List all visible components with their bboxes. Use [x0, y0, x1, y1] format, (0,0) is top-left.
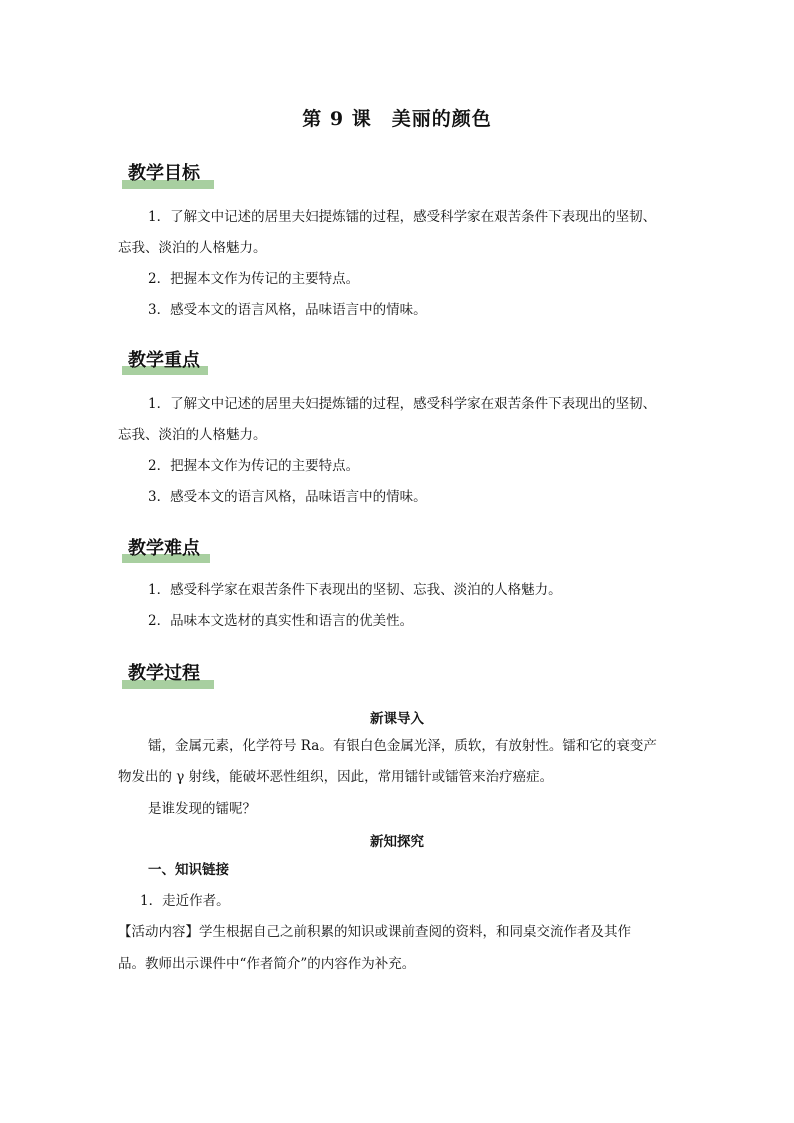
- difficulty-line-1: 1．感受科学家在艰苦条件下表现出的坚韧、忘我、淡泊的人格魅力。: [148, 582, 562, 598]
- objective-line-2: 2．把握本文作为传记的主要特点。: [148, 271, 360, 287]
- section-heading-difficulties: 教学难点: [128, 538, 200, 559]
- activity-label: 【活动内容】: [118, 924, 199, 940]
- intro-line-1: 镭，金属元素，化学符号 Ra。有银白色金属光泽，质软，有放射性。镭和它的衰变产: [148, 738, 657, 754]
- activity-text-1: 学生根据自己之前积累的知识或课前查阅的资料，和同桌交流作者及其作: [199, 924, 631, 940]
- difficulty-line-2: 2．品味本文选材的真实性和语言的优美性。: [148, 613, 414, 629]
- activity-line-1: [118, 923, 631, 941]
- section-heading-key-points: 教学重点: [128, 350, 200, 371]
- key-point-line-3: 3．感受本文的语言风格，品味语言中的情味。: [148, 489, 427, 505]
- objective-line-1: 1．了解文中记述的居里夫妇提炼镭的过程，感受科学家在艰苦条件下表现出的坚韧、: [148, 209, 657, 225]
- section-heading-objectives: 教学目标: [128, 163, 200, 184]
- explore-subtitle: 新知探究: [370, 834, 424, 850]
- intro-line-2: 物发出的 γ 射线，能破坏恶性组织，因此，常用镭针或镭管来治疗癌症。: [118, 769, 554, 785]
- key-point-line-1: 1．了解文中记述的居里夫妇提炼镭的过程，感受科学家在艰苦条件下表现出的坚韧、: [148, 396, 657, 412]
- objective-line-1-cont: 忘我、淡泊的人格魅力。: [118, 240, 267, 256]
- page-title: 第 9 课 美丽的颜色: [302, 108, 492, 130]
- key-point-line-2: 2．把握本文作为传记的主要特点。: [148, 458, 360, 474]
- section-heading-process: 教学过程: [128, 663, 200, 684]
- step-one: 1．走近作者。: [140, 893, 230, 909]
- intro-subtitle: 新课导入: [370, 711, 424, 727]
- part-one-heading: 一、知识链接: [148, 862, 229, 878]
- objective-line-3: 3．感受本文的语言风格，品味语言中的情味。: [148, 302, 427, 318]
- intro-line-3: 是谁发现的镭呢？: [148, 801, 256, 817]
- key-point-line-1-cont: 忘我、淡泊的人格魅力。: [118, 427, 267, 443]
- activity-line-2: 品。教师出示课件中“作者简介”的内容作为补充。: [118, 956, 416, 972]
